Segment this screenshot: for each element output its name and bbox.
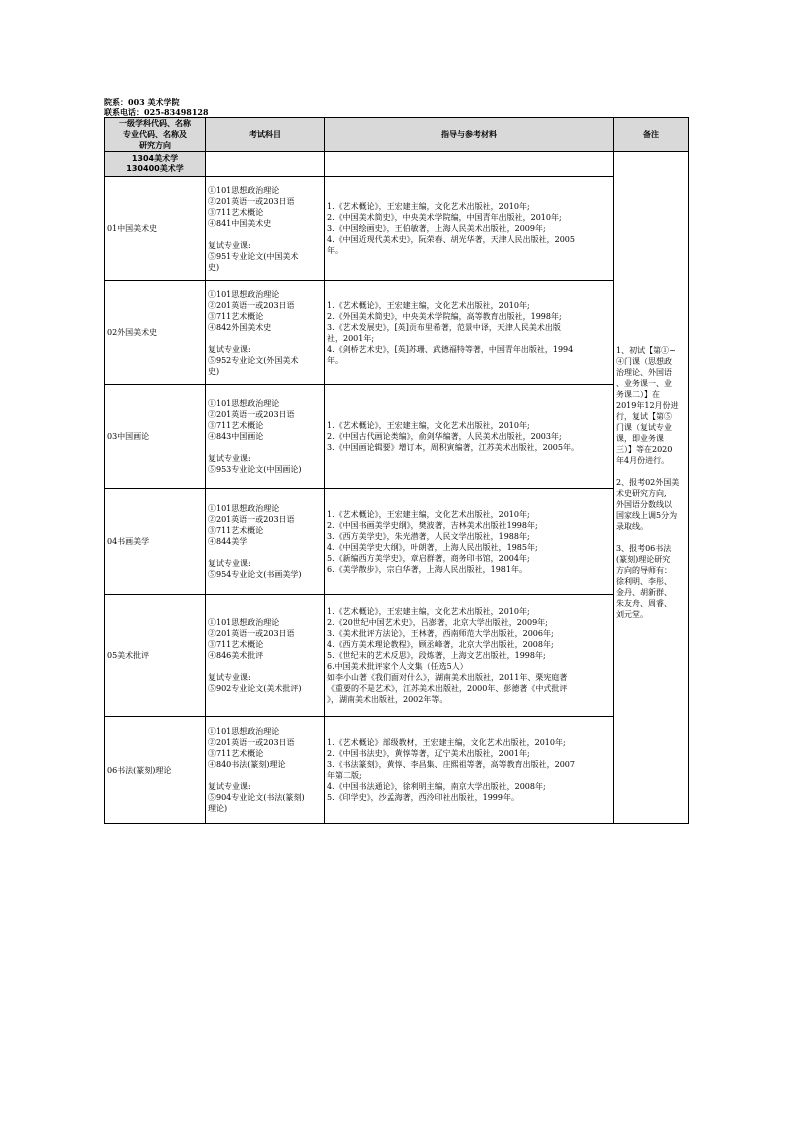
exam-subject-line: ⑤953专业论文(中国画论) bbox=[208, 465, 302, 474]
reference-line: 1.《艺术概论》，王宏建主编，文化艺术出版社，2010年; bbox=[327, 300, 530, 310]
reference-line: 社，2001年; bbox=[327, 333, 375, 343]
note-paragraph bbox=[616, 345, 686, 466]
spacer bbox=[208, 442, 322, 453]
phone-line: 联系电话：025-83498128 bbox=[104, 107, 209, 117]
exam-subject-line: 理论) bbox=[208, 804, 228, 813]
reference-line: 4.《中国美学史大纲》，叶朗著，上海人民出版社，1985年; bbox=[327, 542, 538, 552]
exam-subject-line: ④846美术批评 bbox=[208, 651, 264, 660]
exam-subject-line: ②201英语一或203日语 bbox=[208, 515, 295, 524]
direction-row bbox=[105, 177, 689, 281]
note-line: 年4月份进行。 bbox=[616, 455, 670, 465]
reference-line: 2.《外国美术简史》，中央美术学院编，高等教育出版社，1998年; bbox=[327, 311, 562, 321]
exam-subject-line: ③711艺术概论 bbox=[208, 640, 264, 649]
column-header-major: 一级学科代码、名称 专业代码、名称及 研究方向 bbox=[105, 118, 206, 152]
exam-subjects-cell bbox=[206, 177, 325, 281]
note-line: 务课二）】在 bbox=[616, 389, 660, 399]
note-line: 外国语分数线以 bbox=[616, 499, 672, 509]
exam-subject-line: ⑤951专业论文(中国美术 bbox=[208, 251, 299, 261]
direction-row bbox=[105, 595, 689, 717]
exam-subject-line: ①101思想政治理论 bbox=[208, 289, 280, 299]
reference-line: 4.《中国书法通论》，徐利明主编，南京大学出版社，2008年; bbox=[327, 782, 546, 791]
reference-line: 5.《新编西方美学史》，章启群著，商务印书馆，2004年; bbox=[327, 553, 530, 563]
exam-subject-line: ④844美学 bbox=[208, 537, 248, 546]
reference-line: 4.《剑桥艺术史》，[英]苏珊、武德福特等著，中国青年出版社，1994 bbox=[327, 344, 574, 354]
note-line: 、业务课一、业 bbox=[616, 378, 672, 388]
spacer bbox=[208, 547, 322, 558]
reference-line: 2.《中国古代画论类编》，俞剑华编著，人民美术出版社，2003年; bbox=[327, 432, 562, 441]
exam-subjects-cell bbox=[206, 717, 325, 824]
notes-cell bbox=[614, 152, 689, 824]
page-header bbox=[104, 97, 209, 117]
spacer bbox=[208, 229, 322, 240]
note-line: ④门课（思想政 bbox=[616, 356, 672, 366]
reference-materials-cell bbox=[325, 385, 614, 489]
exam-subjects-cell bbox=[206, 385, 325, 489]
research-direction-cell: 03中国画论 bbox=[105, 385, 206, 489]
reference-line: 年。 bbox=[327, 355, 343, 365]
reference-line: 》，湖南美术出版社，2002年等。 bbox=[327, 695, 448, 704]
exam-subject-line: 复试专业课: bbox=[208, 559, 251, 568]
column-header-references: 指导与参考材料 bbox=[325, 118, 614, 152]
exam-subject-line: 复试专业课: bbox=[208, 782, 251, 791]
exam-subjects-cell bbox=[206, 489, 325, 595]
reference-line: 2.《中国书法史》，黄惇等著，辽宁美术出版社，2001年; bbox=[327, 749, 530, 758]
reference-line: 3.《美术批评方法论》，王林著，西南师范大学出版社，2006年; bbox=[327, 629, 554, 638]
spacer bbox=[208, 333, 322, 344]
exam-subject-line: ②201英语一或203日语 bbox=[208, 738, 295, 747]
exam-subject-line: ②201英语一或203日语 bbox=[208, 410, 295, 419]
research-direction-cell: 05美术批评 bbox=[105, 595, 206, 717]
reference-line: 4.《西方美术理论教程》，顾丞峰著，北京大学出版社，2008年; bbox=[327, 640, 554, 649]
exam-subject-line: ②201英语一或203日语 bbox=[208, 196, 295, 206]
exam-subject-line: ④843中国画论 bbox=[208, 432, 264, 441]
exam-subject-line: ①101思想政治理论 bbox=[208, 185, 280, 195]
category-row bbox=[105, 152, 689, 177]
note-line: 行，复试【第⑤ bbox=[616, 411, 672, 421]
reference-line: 3.《中国画论辑要》增订本，周积寅编著，江苏美术出版社，2005年。 bbox=[327, 443, 579, 452]
reference-line: 2.《20世纪中国艺术史》，吕澎著，北京大学出版社，2009年; bbox=[327, 618, 548, 627]
note-line: 治理论、外国语 bbox=[616, 367, 672, 377]
spacer bbox=[208, 661, 322, 672]
exam-subject-line: ④840书法(篆刻)理论 bbox=[208, 760, 286, 769]
exam-subject-line: ①101思想政治理论 bbox=[208, 399, 280, 408]
reference-line: 1.《艺术概论》，王宏建主编，文化艺术出版社，2010年; bbox=[327, 202, 530, 211]
reference-line: 《重要的不是艺术》，江苏美术出版社，2000年、彭德著《中式批评 bbox=[327, 684, 568, 693]
note-line: 2019年12月份进 bbox=[616, 400, 679, 410]
note-line: 术史研究方向, bbox=[616, 488, 667, 498]
research-direction-cell: 01中国美术史 bbox=[105, 177, 206, 281]
direction-row bbox=[105, 489, 689, 595]
note-line: 3、报考06书法 bbox=[616, 543, 672, 553]
note-line: 三）】等在2020 bbox=[616, 444, 673, 454]
exam-subject-line: 复试专业课: bbox=[208, 673, 251, 682]
exam-subject-line: ③711艺术概论 bbox=[208, 421, 264, 430]
exam-subject-line: 复试专业课: bbox=[208, 454, 251, 463]
note-line: 金丹、胡新群、 bbox=[616, 587, 672, 597]
exam-subject-line: 史) bbox=[208, 262, 220, 272]
reference-materials-cell bbox=[325, 489, 614, 595]
exam-subject-line: ①101思想政治理论 bbox=[208, 618, 280, 627]
exam-subject-line: 复试专业课: bbox=[208, 240, 251, 250]
note-line: 1、初试【第①~ bbox=[616, 345, 676, 355]
exam-subject-line: 史) bbox=[208, 366, 220, 376]
note-line: 方向的导师有： bbox=[616, 565, 672, 575]
note-line: 课，即业务课 bbox=[616, 433, 664, 443]
exam-subject-line: ③711艺术概论 bbox=[208, 526, 264, 535]
reference-line: 3.《中国绘画史》，王伯敏著，上海人民美术出版社，2009年; bbox=[327, 224, 546, 233]
reference-line: 3.《西方美学史》，朱光潜著，人民文学出版社，1988年; bbox=[327, 531, 530, 541]
note-line: 2、报考02外国美 bbox=[616, 477, 680, 487]
reference-line: 年。 bbox=[327, 246, 343, 255]
column-header-subjects: 考试科目 bbox=[206, 118, 325, 152]
exam-subject-line: ⑤902专业论文(美术批评) bbox=[208, 684, 302, 693]
category-cell bbox=[105, 152, 206, 177]
note-paragraph bbox=[616, 543, 686, 620]
note-line: 录取线。 bbox=[616, 521, 648, 531]
reference-line: 3.《艺术发展史》，[英]贡布里希著，范景中译，天津人民美术出版 bbox=[327, 322, 561, 332]
exam-subject-line: ①101思想政治理论 bbox=[208, 504, 280, 513]
reference-line: 5.《世纪末的艺术反思》，段炼著，上海文艺出版社，1998年; bbox=[327, 651, 546, 660]
reference-line: 1.《艺术概论》，王宏建主编，文化艺术出版社，2010年; bbox=[327, 607, 530, 616]
reference-line: 6.《美学散步》，宗白华著，上海人民出版社，1981年。 bbox=[327, 564, 527, 574]
category-empty-cell bbox=[325, 152, 614, 177]
category-empty-cell bbox=[206, 152, 325, 177]
reference-line: 1.《艺术概论》部级教材，王宏建主编，文化艺术出版社，2010年; bbox=[327, 738, 566, 747]
reference-line: 2.《中国书画美学史纲》，樊波著，吉林美术出版社1998年; bbox=[327, 520, 538, 530]
reference-materials-cell bbox=[325, 281, 614, 385]
exam-subjects-cell bbox=[206, 595, 325, 717]
direction-row bbox=[105, 385, 689, 489]
reference-line: 5.《印学史》，沙孟海著，西泠印社出版社，1999年。 bbox=[327, 793, 519, 802]
exam-subject-line: ③711艺术概论 bbox=[208, 749, 264, 758]
exam-subject-line: ①101思想政治理论 bbox=[208, 727, 280, 736]
catalog-table bbox=[104, 117, 689, 824]
reference-line: 2.《中国美术简史》，中央美术学院编，中国青年出版社，2010年; bbox=[327, 213, 562, 222]
column-header-notes: 备注 bbox=[614, 118, 689, 152]
exam-subject-line: ⑤952专业论文(外国美术 bbox=[208, 355, 299, 365]
exam-subject-line: ③711艺术概论 bbox=[208, 311, 264, 321]
note-line: (篆刻)理论研究 bbox=[616, 554, 671, 564]
research-direction-cell: 06书法(篆刻)理论 bbox=[105, 717, 206, 824]
reference-line: 年第二版; bbox=[327, 771, 362, 780]
direction-row bbox=[105, 281, 689, 385]
reference-line: 6.中国美术批评家个人文集（任选5人） bbox=[327, 662, 468, 671]
reference-line: 4.《中国近现代美术史》，阮荣春、胡光华著，天津人民出版社，2005 bbox=[327, 235, 575, 244]
exam-subject-line: ③711艺术概论 bbox=[208, 207, 264, 217]
reference-materials-cell bbox=[325, 717, 614, 824]
reference-line: 1.《艺术概论》，王宏建主编，文化艺术出版社，2010年; bbox=[327, 509, 530, 519]
exam-subject-line: ②201英语一或203日语 bbox=[208, 629, 295, 638]
exam-subject-line: 复试专业课: bbox=[208, 344, 251, 354]
note-line: 国家线上调5分为 bbox=[616, 510, 678, 520]
category-major-line: 130400美术学 bbox=[126, 164, 184, 173]
exam-subject-line: ②201英语一或203日语 bbox=[208, 300, 295, 310]
reference-materials-cell bbox=[325, 595, 614, 717]
note-line: 刘元堂。 bbox=[616, 609, 648, 619]
note-paragraph bbox=[616, 477, 686, 532]
note-line: 徐利明、李彤、 bbox=[616, 576, 672, 586]
table-header-row bbox=[105, 118, 689, 152]
direction-row bbox=[105, 717, 689, 824]
reference-line: 如李小山著《我们面对什么》，湖南美术出版社，2011年、栗宪庭著 bbox=[327, 673, 568, 682]
note-line: 朱友舟、周睿、 bbox=[616, 598, 672, 608]
exam-subject-line: ④841中国美术史 bbox=[208, 218, 272, 228]
spacer bbox=[208, 770, 322, 781]
reference-materials-cell bbox=[325, 177, 614, 281]
research-direction-cell: 04书画美学 bbox=[105, 489, 206, 595]
reference-line: 1.《艺术概论》，王宏建主编，文化艺术出版社，2010年; bbox=[327, 421, 530, 430]
research-direction-cell: 02外国美术史 bbox=[105, 281, 206, 385]
exam-subject-line: ⑤954专业论文(书画美学) bbox=[208, 570, 302, 579]
reference-line: 3.《书法篆刻》，黄惇、李昌集、庄熙祖等著，高等教育出版社，2007 bbox=[327, 760, 575, 769]
exam-subjects-cell bbox=[206, 281, 325, 385]
category-code-line: 1304美术学 bbox=[131, 154, 179, 163]
department-line: 院系：003 美术学院 bbox=[104, 97, 180, 107]
exam-subject-line: ⑤904专业论文(书法(篆刻) bbox=[208, 793, 305, 802]
exam-subject-line: ④842外国美术史 bbox=[208, 322, 272, 332]
note-line: 门课（复试专业 bbox=[616, 422, 672, 432]
